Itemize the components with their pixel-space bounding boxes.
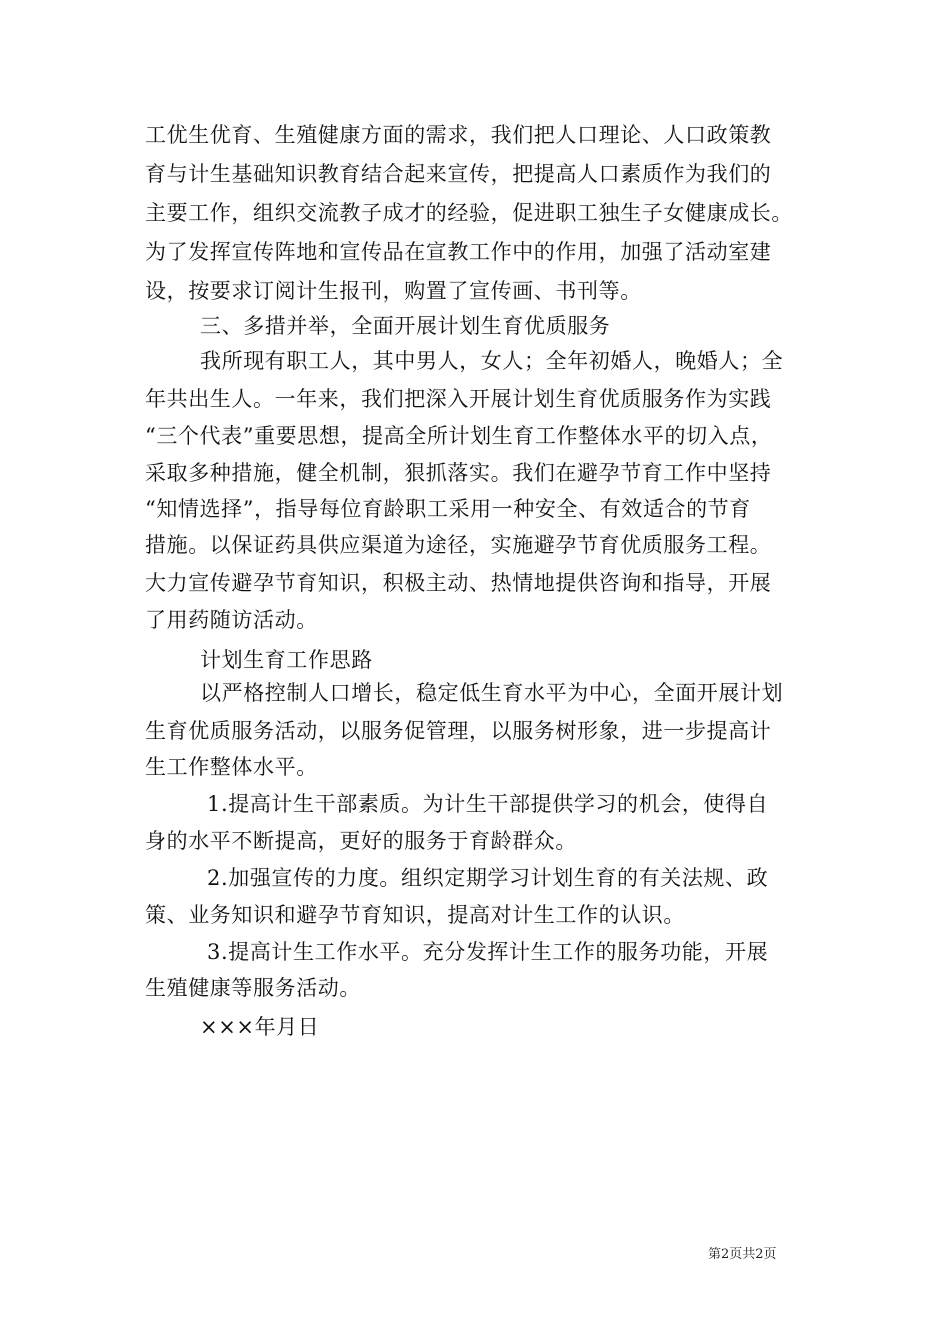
body-line: 育与计生基础知识教育结合起来宣传，把提高人口素质作为我们的 — [145, 162, 772, 186]
body-line: 生育优质服务活动，以服务促管理，以服务树形象，进一步提高计 — [145, 719, 772, 743]
body-line: 为了发挥宣传阵地和宣传品在宣教工作中的作用，加强了活动室建 — [145, 240, 772, 264]
body-line: 以严格控制人口增长，稳定低生育水平为中心，全面开展计划 — [200, 681, 784, 705]
list-item: 3.提高计生工作水平。充分发挥计生工作的服务功能，开展 — [207, 940, 769, 964]
body-line: 设，按要求订阅计生报刊，购置了宣传画、书刊等。 — [145, 279, 642, 303]
body-line: 采取多种措施，健全机制，狠抓落实。我们在避孕节育工作中坚持 — [145, 461, 772, 485]
body-line: 我所现有职工人，其中男人，女人；全年初婚人，晚婚人；全 — [200, 349, 784, 373]
body-line: 生殖健康等服务活动。 — [145, 976, 361, 1000]
body-line: 身的水平不断提高，更好的服务于育龄群众。 — [145, 829, 577, 853]
date-line: ×××年月日 — [200, 1015, 320, 1039]
list-item: 2.加强宣传的力度。组织定期学习计划生育的有关法规、政 — [207, 866, 769, 890]
list-item: 1.提高计生干部素质。为计生干部提供学习的机会，使得自 — [207, 792, 769, 816]
body-line: 措施。以保证药具供应渠道为途径，实施避孕节育优质服务工程。 — [145, 533, 772, 557]
body-line: 工优生优育、生殖健康方面的需求，我们把人口理论、人口政策教 — [145, 123, 772, 147]
body-line: 主要工作，组织交流教子成才的经验，促进职工独生子女健康成长。 — [145, 201, 793, 225]
body-line: “知情选择”，指导每位育龄职工采用一种安全、有效适合的节育 — [145, 497, 751, 521]
body-line: 大力宣传避孕节育知识，积极主动、热情地提供咨询和指导，开展 — [145, 571, 772, 595]
page-number: 第2页共2页 — [708, 1247, 777, 1262]
body-line: 策、业务知识和避孕节育知识，提高对计生工作的认识。 — [145, 903, 685, 927]
body-line: 生工作整体水平。 — [145, 755, 318, 779]
body-line: “三个代表”重要思想，提高全所计划生育工作整体水平的切入点， — [145, 424, 773, 448]
section-heading: 计划生育工作思路 — [200, 648, 373, 672]
section-heading: 三、多措并举，全面开展计划生育优质服务 — [200, 314, 611, 338]
body-line: 年共出生人。一年来，我们把深入开展计划生育优质服务作为实践 — [145, 387, 772, 411]
body-line: 了用药随访活动。 — [145, 608, 318, 632]
